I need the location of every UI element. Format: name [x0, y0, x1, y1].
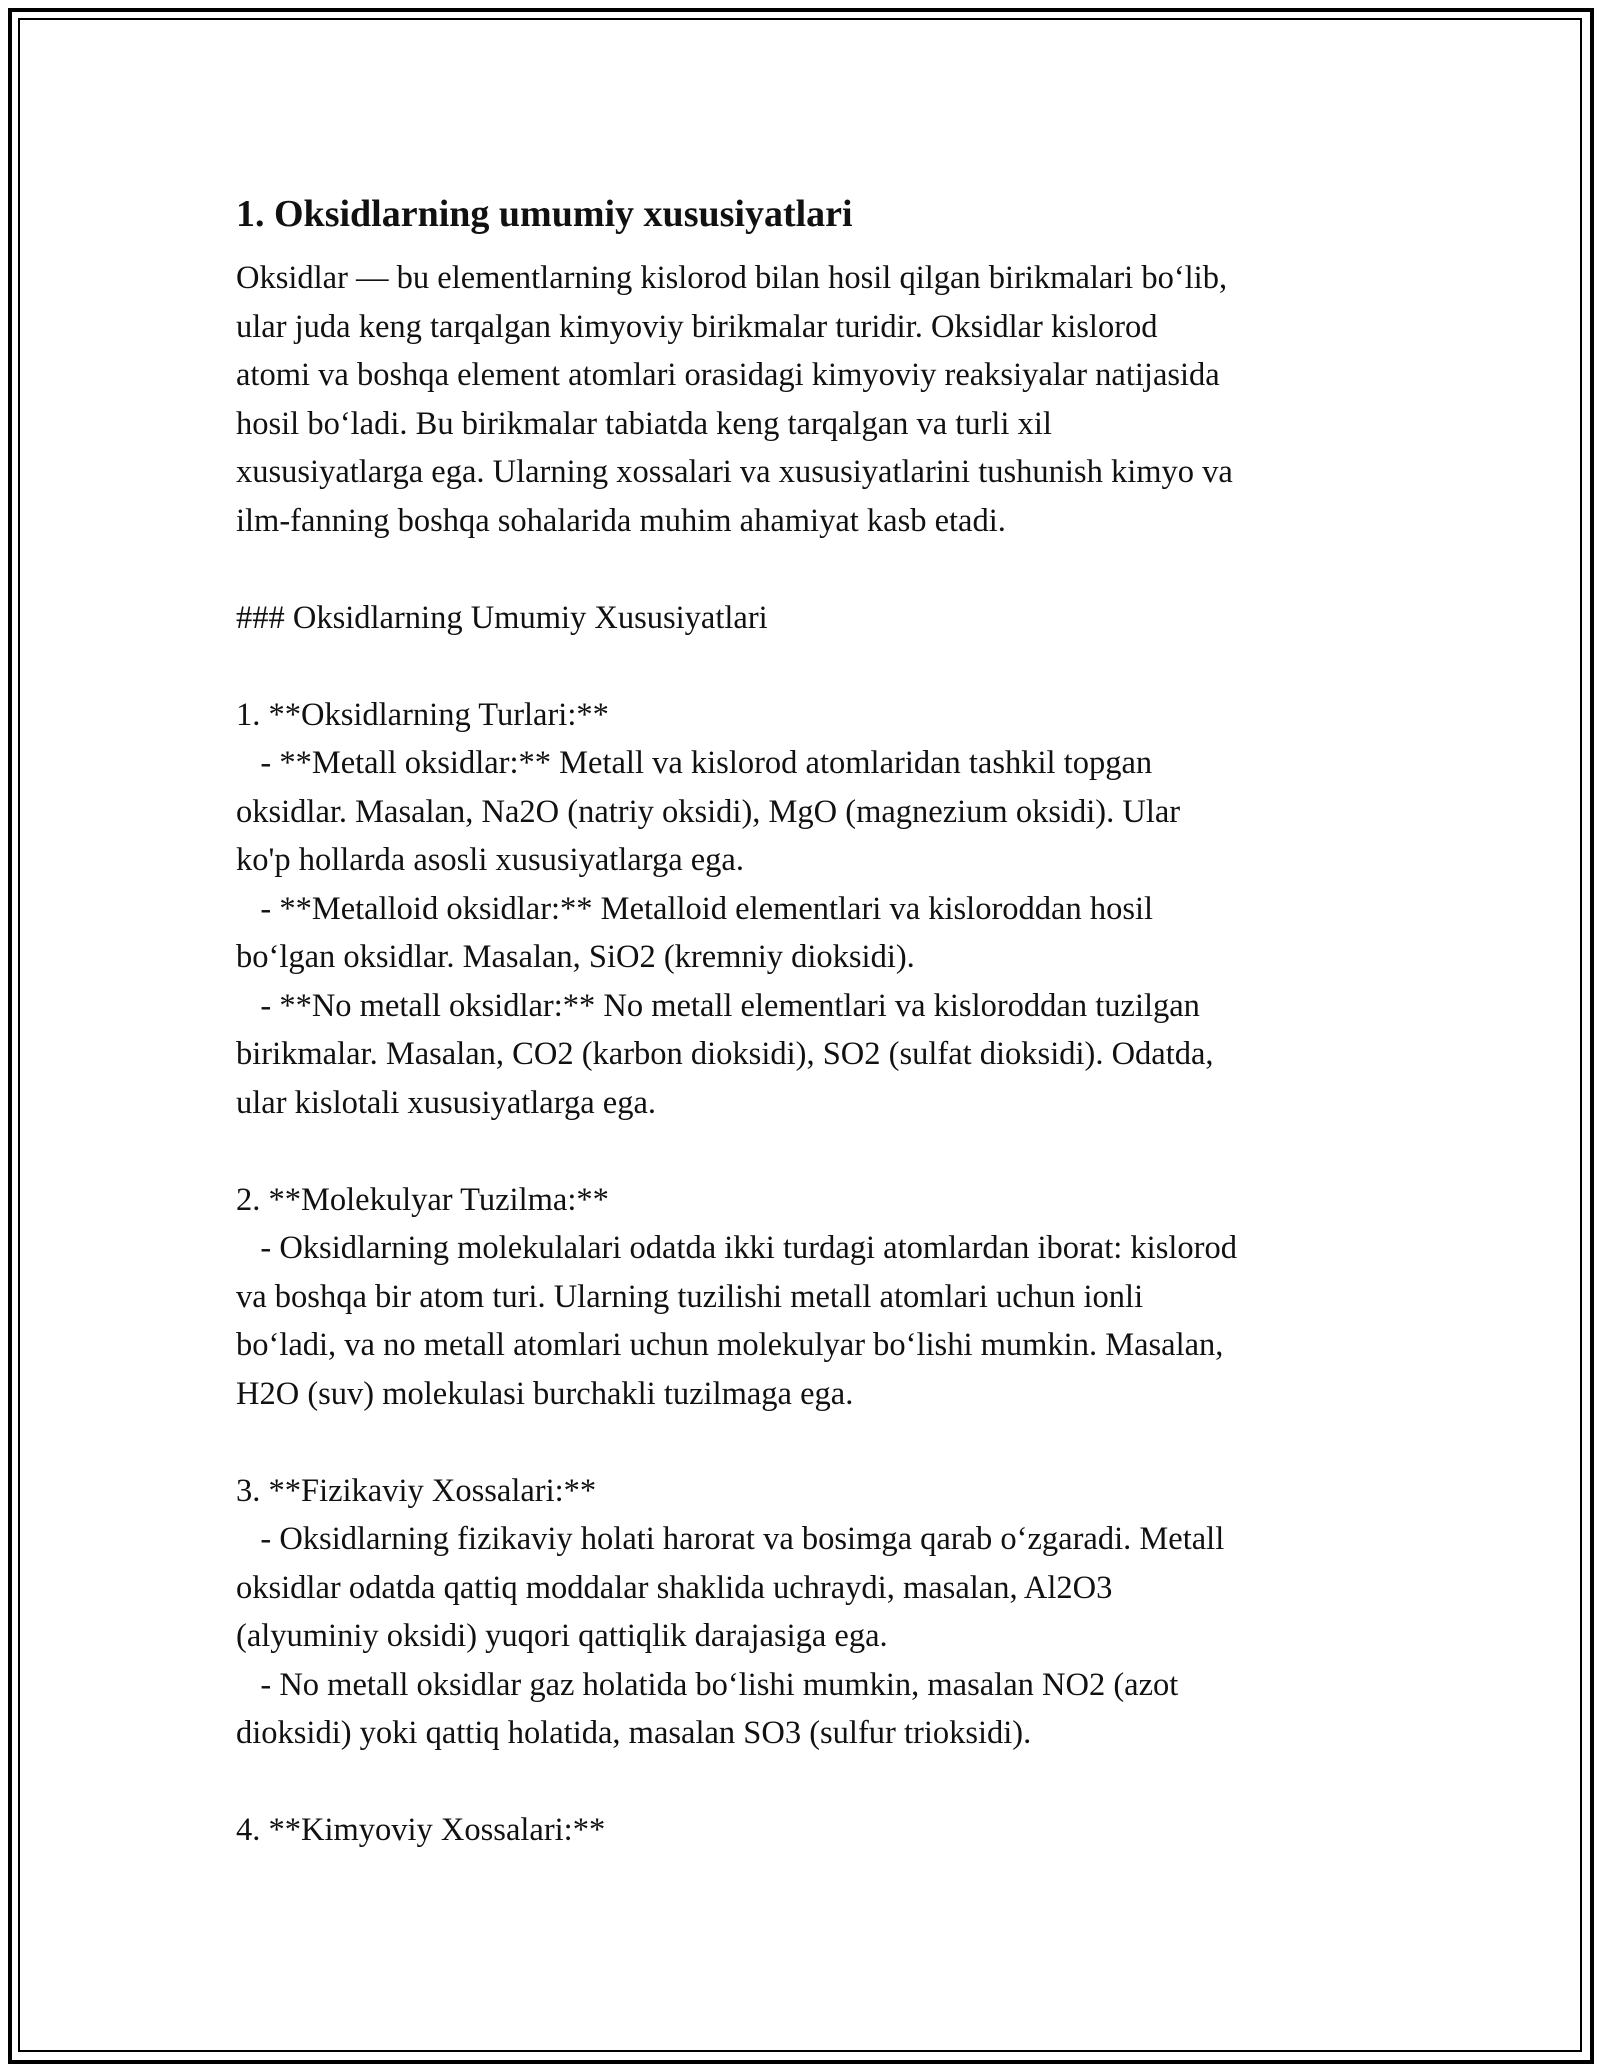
- text-line: - **Metalloid oksidlar:** Metalloid elementlari va kisloroddan hosil: [236, 890, 1154, 927]
- text-line: H2O (suv) molekulasi burchakli tuzilmaga ega.: [236, 1375, 854, 1412]
- text-line: 1. **Oksidlarning Turlari:**: [236, 696, 609, 733]
- text-line: - **Metall oksidlar:** Metall va kislorod atomlaridan tashkil topgan: [236, 745, 1153, 781]
- blank-line: [236, 545, 1366, 594]
- text-line: - Oksidlarning molekulalari odatda ikki turdagi atomlardan iborat: kislorod: [236, 1230, 1237, 1266]
- text-line: - No metall oksidlar gaz holatida bo‘lishi mumkin, masalan NO2 (azot: [236, 1666, 1179, 1703]
- text-line: atomi va boshqa element atomlari orasidagi kimyoviy reaksiyalar natijasida: [236, 357, 1220, 393]
- text-line: 2. **Molekulyar Tuzilma:**: [236, 1181, 609, 1218]
- blank-line: [236, 1127, 1366, 1176]
- text-line: 4. **Kimyoviy Xossalari:**: [236, 1812, 606, 1848]
- text-line: bo‘ladi, va no metall atomlari uchun molekulyar bo‘lishi mumkin. Masalan,: [236, 1327, 1224, 1363]
- text-line: birikmalar. Masalan, CO2 (karbon dioksidi), SO2 (sulfat dioksidi). Odatda,: [236, 1036, 1214, 1072]
- text-line: ular juda keng tarqalgan kimyoviy birikmalar turidir. Oksidlar kislorod: [236, 308, 1158, 345]
- text-line: dioksidi) yoki qattiq holatida, masalan SO3 (sulfur trioksidi).: [236, 1715, 1032, 1751]
- blank-line: [236, 642, 1366, 691]
- text-line: 3. **Fizikaviy Xossalari:**: [236, 1472, 597, 1509]
- text-line: xususiyatlarga ega. Ularning xossalari va xususiyatlarini tushunish kimyo va: [236, 454, 1233, 490]
- text-line: Oksidlar — bu elementlarning kislorod bilan hosil qilgan birikmalari bo‘lib,: [236, 260, 1228, 296]
- document-body: [236, 186, 1366, 1855]
- text-line: ko'p hollarda asosli xususiyatlarga ega.: [236, 842, 744, 878]
- text-line: hosil bo‘ladi. Bu birikmalar tabiatda keng tarqalgan va turli xil: [236, 405, 1052, 442]
- blank-line: [236, 1758, 1366, 1807]
- blank-line: [236, 1418, 1366, 1467]
- document-title: 1. Oksidlarning umumiy xususiyatlari: [236, 193, 853, 235]
- text-line: - **No metall oksidlar:** No metall elementlari va kisloroddan tuzilgan: [236, 987, 1200, 1024]
- text-line: oksidlar odatda qattiq moddalar shaklida uchraydi, masalan, Al2O3: [236, 1569, 1113, 1606]
- text-line: va boshqa bir atom turi. Ularning tuzilishi metall atomlari uchun ionli: [236, 1278, 1144, 1315]
- text-line: ### Oksidlarning Umumiy Xususiyatlari: [236, 599, 768, 636]
- text-line: bo‘lgan oksidlar. Masalan, SiO2 (kremniy dioksidi).: [236, 939, 915, 975]
- document-text: [236, 254, 1366, 1855]
- text-line: oksidlar. Masalan, Na2O (natriy oksidi), MgO (magnezium oksidi). Ular: [236, 793, 1181, 830]
- text-line: - Oksidlarning fizikaviy holati harorat va bosimga qarab o‘zgaradi. Metall: [236, 1521, 1225, 1557]
- text-line: (alyuminiy oksidi) yuqori qattiqlik darajasiga ega.: [236, 1618, 888, 1654]
- text-line: ular kislotali xususiyatlarga ega.: [236, 1084, 656, 1121]
- text-line: ilm-fanning boshqa sohalarida muhim ahamiyat kasb etadi.: [236, 502, 1006, 539]
